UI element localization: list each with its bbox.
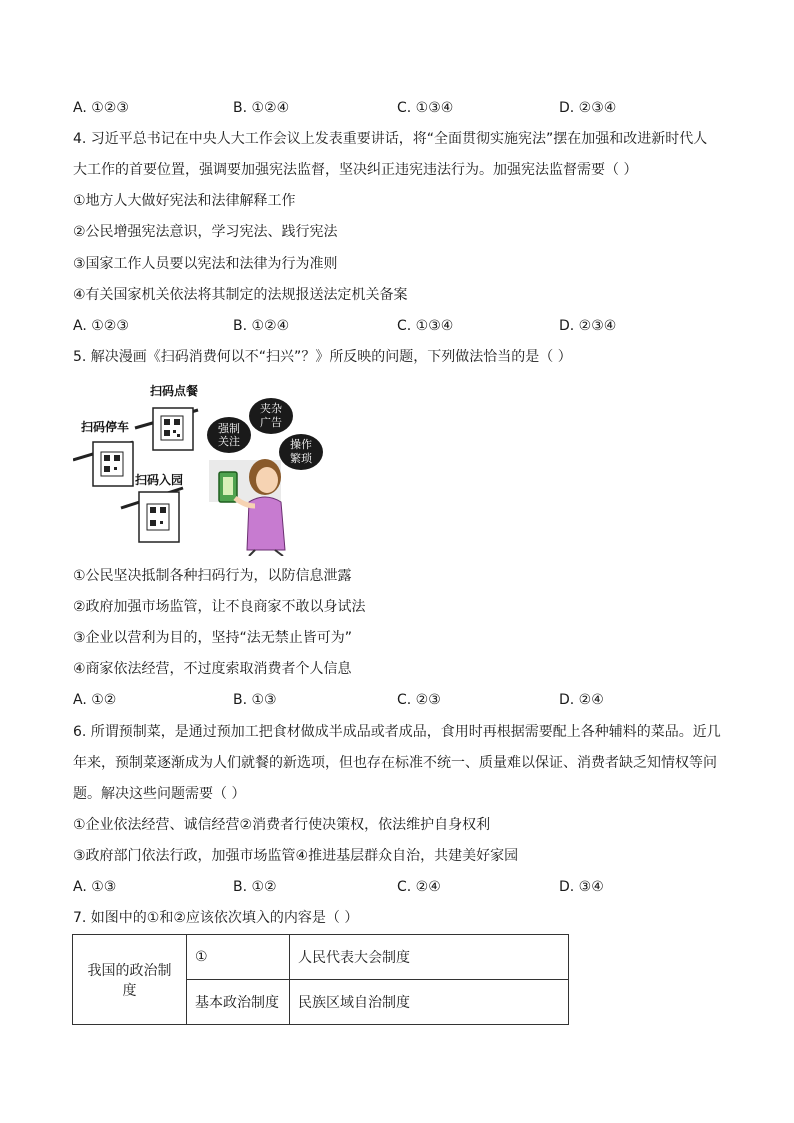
sign-park-icon [121,488,183,542]
table-main-label: 我国的政治制度 [73,935,187,1025]
q6-stem-line2: 年来，预制菜逐渐成为人们就餐的新选项，但也存在标准不统一、质量难以保证、消费者缺乏知情权等问 [73,755,717,771]
q5-item-3: ③企业以营利为目的，坚持“法无禁止皆可为” [73,630,353,646]
q6-option-a[interactable]: A. ①③ [73,879,117,895]
q5-options [73,690,733,710]
q4-option-c[interactable]: C. ①③④ [397,318,454,334]
sign-parking-label: 扫码停车 [81,420,130,434]
q3-option-d[interactable]: D. ②③④ [559,100,617,116]
q3-option-a[interactable]: A. ①②③ [73,100,129,116]
table-row1-right: 人民代表大会制度 [290,935,569,980]
bubble2-line2: 广告 [260,416,282,429]
woman-with-phone-icon [209,459,285,556]
q6-option-b[interactable]: B. ①② [233,879,277,895]
q5-option-c[interactable]: C. ②③ [397,692,441,708]
q4-item-4: ④有关国家机关依法将其制定的法规报送法定机关备案 [73,287,408,303]
sign-parking-icon [73,442,133,486]
q5-item-1: ①公民坚决抵制各种扫码行为，以防信息泄露 [73,568,352,584]
bubble3-line2: 繁琐 [290,452,312,465]
q5-item-2: ②政府加强市场监管，让不良商家不敢以身试法 [73,599,366,615]
q6-stem-line3: 题。解决这些问题需要（ ） [73,786,246,802]
q4-option-a[interactable]: A. ①②③ [73,318,129,334]
q4-item-2: ②公民增强宪法意识，学习宪法、践行宪法 [73,224,338,240]
q4-options [73,316,733,336]
q6-option-c[interactable]: C. ②④ [397,879,441,895]
bubble1-line1: 强制 [218,422,240,435]
q3-option-b[interactable]: B. ①②④ [233,100,290,116]
q4-item-1: ①地方人大做好宪法和法律解释工作 [73,193,296,209]
q5-option-b[interactable]: B. ①③ [233,692,277,708]
q4-stem-line2: 大工作的首要位置，强调要加强宪法监督，坚决纠正违宪违法行为。加强宪法监督需要（ ） [73,162,638,178]
q6-options [73,877,733,897]
q4-item-3: ③国家工作人员要以宪法和法律为行为准则 [73,256,338,272]
q6-items-line2: ③政府部门依法行政，加强市场监管④推进基层群众自治，共建美好家园 [73,848,519,864]
q6-items-line1: ①企业依法经营、诚信经营②消费者行使决策权，依法维护自身权利 [73,817,491,833]
bubble2-line1: 夹杂 [260,402,282,415]
table-row2-left: 基本政治制度 [187,980,290,1025]
bubble1-line2: 关注 [218,435,240,448]
q7-table [72,934,569,1025]
q4-option-d[interactable]: D. ②③④ [559,318,617,334]
q5-cartoon [73,380,335,556]
q5-option-d[interactable]: D. ②④ [559,692,604,708]
table-row2-right: 民族区域自治制度 [290,980,569,1025]
q3-option-c[interactable]: C. ①③④ [397,100,454,116]
sign-order-label: 扫码点餐 [150,384,199,398]
q5-item-4: ④商家依法经营，不过度索取消费者个人信息 [73,661,352,677]
q5-option-a[interactable]: A. ①② [73,692,117,708]
q4-option-b[interactable]: B. ①②④ [233,318,290,334]
q7-stem: 7. 如图中的①和②应该依次填入的内容是（ ） [73,910,359,926]
sign-park-label: 扫码入园 [135,473,184,487]
q6-option-d[interactable]: D. ③④ [559,879,604,895]
q5-stem: 5. 解决漫画《扫码消费何以不“扫兴”？》所反映的问题，下列做法恰当的是（ ） [73,349,572,365]
q3-options [73,98,733,118]
q4-stem-line1: 4. 习近平总书记在中央人大工作会议上发表重要讲话，将“全面贯彻实施宪法”摆在加强和改进新时代人 [73,131,708,147]
table-row1-left: ① [187,935,290,980]
sign-order-icon [135,408,198,450]
q6-stem-line1: 6. 所谓预制菜，是通过预加工把食材做成半成品或者成品，食用时再根据需要配上各种辅料的菜品。近几 [73,724,721,740]
bubble3-line1: 操作 [290,438,312,451]
